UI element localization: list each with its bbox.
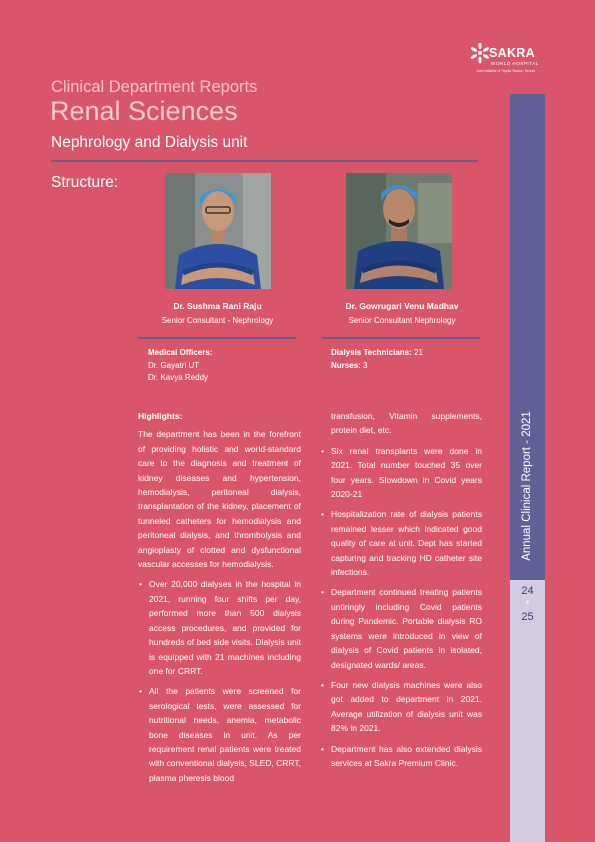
medical-officers-block bbox=[148, 347, 212, 385]
column-divider-left bbox=[138, 337, 296, 339]
doctor-photo-2 bbox=[346, 173, 452, 289]
sakra-star-icon bbox=[470, 42, 490, 64]
logo-name: SAKRA bbox=[489, 46, 535, 60]
highlight-item: • Hospitalization rate of dialysis patients remained lesser which indicated good quality of care at unit. Dept has started capturing and tracking HD catheter site infections. bbox=[320, 507, 482, 579]
structure-heading: Structure: bbox=[51, 174, 119, 191]
highlights-right-column bbox=[320, 409, 482, 776]
highlight-item: • Department continued treating patients untiringly including Covid patients during Pandemic. Portable dialysis RO systems were introduced in view of dialysis of Covid patients in isolated, designated wards/ areas. bbox=[320, 585, 482, 671]
nurses-label: Nurses: bbox=[331, 360, 361, 370]
highlight-item: • All the patients were screened for serological tests, were assessed for nutritional needs, anemia, metabolic bone diseases in unit. As per requirement renal patients were treated with conventional dialysis, SLED, CRRT, plasma pheresis blood bbox=[138, 684, 301, 785]
header-divider bbox=[51, 160, 478, 162]
annual-report-title: Annual Clinical Report - 2021 bbox=[521, 411, 533, 561]
sakra-logo bbox=[470, 42, 542, 78]
doctor-name-2: Dr. Gowrugari Venu Madhav bbox=[345, 301, 459, 311]
medical-officers-label: Medical Officers: bbox=[148, 348, 213, 357]
highlight-item: • Department has also extended dialysis services at Sakra Premium Clinic. bbox=[320, 742, 482, 771]
department-label: Clinical Department Reports bbox=[51, 78, 258, 96]
highlight-item: • Four new dialysis machines were also got added to department in 2021. Average utilization of dialysis unit was 82% in 2021. bbox=[320, 678, 482, 736]
column-divider-right bbox=[322, 337, 480, 339]
page-number-right: 25 bbox=[521, 611, 534, 623]
highlights-intro: The department has been in the forefront of providing holistic and world-standard care to the diagnosis and treatment of kidney diseases and hypertension, hemodialysis, peritoneal dialysis, transplantation of the kidney, placement of tunneled catheters for hemodialysis and peritoneal dialysis, and thrombolysis and angioplasty of clotted and dysfunctional vascular accesses for hemodialysis. bbox=[138, 429, 301, 570]
unit-title: Nephrology and Dialysis unit bbox=[51, 134, 248, 151]
highlight-continuation: transfusion, Vitamin supplements, protein diet, etc. bbox=[331, 411, 482, 436]
technicians-block bbox=[331, 347, 423, 372]
doctor-photo-1 bbox=[165, 173, 271, 289]
logo-tagline: Joint Initiative of Toyota Tsusho, Secom bbox=[476, 69, 536, 73]
technicians-label: Dialysis Technicians: bbox=[331, 348, 412, 357]
nurses-count: 3 bbox=[363, 360, 368, 370]
medical-officer-item: Dr. Gayatri UT bbox=[148, 360, 200, 370]
logo-subtitle: WORLD HOSPITAL bbox=[491, 61, 539, 66]
highlight-item: • Six renal transplants were done in 2021. Total number touched 35 over four years. Slowdown in Covid years 2020-21 bbox=[320, 444, 482, 502]
page-number-left: 24 bbox=[521, 585, 534, 597]
highlights-heading: Highlights: bbox=[138, 411, 183, 421]
highlights-list-left bbox=[138, 577, 301, 785]
doctor-role-1: Senior Consultant - Nephrology bbox=[161, 316, 274, 325]
medical-officer-item: Dr. Kavya Reddy bbox=[148, 373, 209, 382]
highlight-item: • Over 20,000 dialyses in the hospital in 2021, running four shifts per day, performed more than 500 dialysis access procedures, and provided for hundreds of bed side visits. Dialysis unit is equipped with 21 machines including one for CRRT. bbox=[138, 577, 301, 678]
highlights-left-column bbox=[138, 409, 301, 785]
highlights-list-right bbox=[320, 444, 482, 771]
page-number-separator: & bbox=[525, 600, 530, 606]
department-title: Renal Sciences bbox=[50, 96, 238, 126]
doctor-role-2: Senior Consultant Nephrology bbox=[348, 316, 456, 325]
doctor-name-1: Dr. Sushma Rani Raju bbox=[173, 301, 262, 311]
technicians-count: 21 bbox=[414, 348, 423, 357]
